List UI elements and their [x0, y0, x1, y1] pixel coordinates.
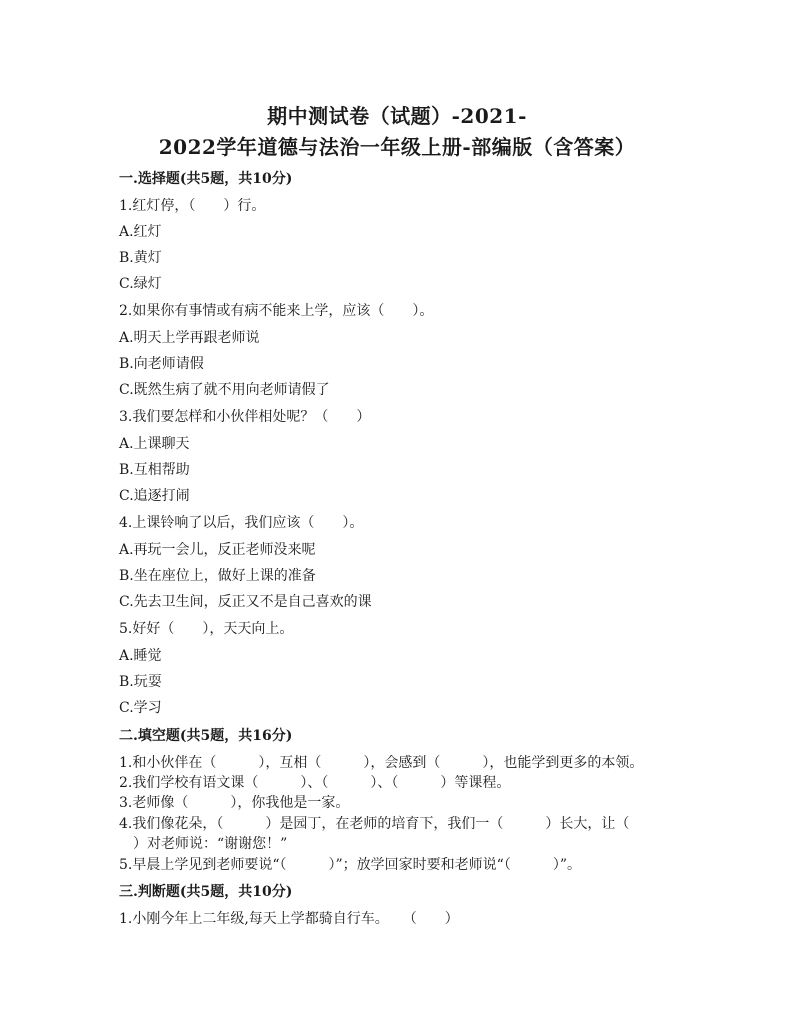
section-heading-judge: 三.判断题(共5题，共10分) [119, 884, 293, 900]
question-stem: 5.好好（ ），天天向上。 [119, 621, 294, 637]
option-b: B.玩耍 [119, 674, 162, 690]
option-a: A.睡觉 [119, 648, 162, 664]
fill-question: 3.老师像（ ），你我他是一家。 [119, 795, 350, 811]
section-heading-fill: 二.填空题(共5题，共16分) [119, 728, 293, 744]
fill-question: 2.我们学校有语文课（ ）、（ ）、（ ）等课程。 [119, 775, 511, 791]
option-c: C.先去卫生间，反正又不是自己喜欢的课 [119, 594, 372, 610]
section-heading-choice: 一.选择题(共5题，共10分) [119, 171, 293, 187]
option-c: C.既然生病了就不用向老师请假了 [119, 382, 330, 398]
fill-question: 4.我们像花朵，（ ）是园丁，在老师的培育下，我们一（ ）长大，让（ [119, 816, 630, 832]
fill-question: 1.和小伙伴在（ ），互相（ ），会感到（ ），也能学到更多的本领。 [119, 755, 644, 771]
option-a: A.上课聊天 [119, 436, 190, 452]
document-title-line1: 期中测试卷（试题）-2021- [267, 104, 527, 128]
option-a: A.明天上学再跟老师说 [119, 330, 260, 346]
judge-question: 1.小刚今年上二年级,每天上学都骑自行车。 （ ） [119, 911, 459, 927]
option-c: C.绿灯 [119, 276, 162, 292]
fill-question-continuation: ）对老师说：“谢谢您！” [119, 836, 288, 852]
option-b: B.黄灯 [119, 250, 162, 266]
question-stem: 4.上课铃响了以后，我们应该（ ）。 [119, 515, 364, 531]
document-title-line2: 2022学年道德与法治一年级上册-部编版（含答案） [158, 135, 636, 159]
option-b: B.向老师请假 [119, 356, 204, 372]
question-stem: 3.我们要怎样和小伙伴相处呢？（ ） [119, 409, 371, 425]
option-a: A.红灯 [119, 224, 162, 240]
option-c: C.学习 [119, 700, 162, 716]
option-b: B.坐在座位上，做好上课的准备 [119, 568, 316, 584]
option-c: C.追逐打闹 [119, 488, 190, 504]
option-b: B.互相帮助 [119, 462, 190, 478]
option-a: A.再玩一会儿，反正老师没来呢 [119, 542, 316, 558]
question-stem: 2.如果你有事情或有病不能来上学，应该（ ）。 [119, 303, 434, 319]
question-stem: 1.红灯停，（ ）行。 [119, 198, 266, 214]
fill-question: 5.早晨上学见到老师要说“（ ）”；放学回家时要和老师说“（ ）”。 [119, 857, 581, 873]
